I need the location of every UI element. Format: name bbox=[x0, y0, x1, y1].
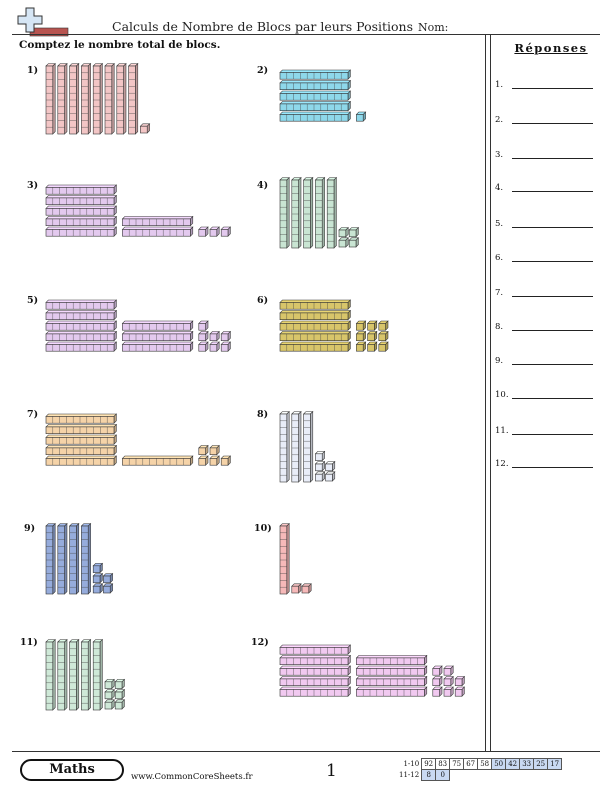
ten-rod bbox=[280, 645, 350, 654]
problem-2-blocks bbox=[280, 70, 366, 121]
ten-rod bbox=[356, 656, 426, 665]
site-url: www.CommonCoreSheets.fr bbox=[131, 772, 253, 782]
ten-rod bbox=[46, 524, 55, 594]
score-cell: 42 bbox=[506, 759, 520, 770]
unit-cube bbox=[210, 446, 219, 455]
score-cell: 17 bbox=[548, 759, 562, 770]
answer-number: 12. bbox=[495, 459, 509, 469]
ten-rod bbox=[280, 321, 350, 330]
ten-rod bbox=[356, 687, 426, 696]
ten-rod bbox=[46, 206, 116, 215]
unit-cube bbox=[210, 342, 219, 351]
problem-12-blocks bbox=[280, 645, 464, 696]
unit-cube bbox=[221, 332, 230, 341]
ten-rod bbox=[46, 217, 116, 226]
problem-label: 4) bbox=[257, 180, 269, 191]
ten-rod bbox=[70, 524, 79, 594]
ten-rod bbox=[280, 677, 350, 686]
ten-rod bbox=[117, 64, 126, 134]
answer-number: 8. bbox=[495, 322, 504, 332]
score-row-label: 1-10 bbox=[403, 760, 420, 768]
unit-cube bbox=[210, 227, 219, 236]
ten-rod bbox=[46, 196, 116, 205]
ten-rod bbox=[46, 185, 116, 194]
unit-cube bbox=[379, 332, 388, 341]
unit-cube bbox=[315, 462, 324, 471]
problem-label: 12) bbox=[251, 637, 269, 648]
answer-number: 6. bbox=[495, 253, 504, 263]
problem-11-blocks bbox=[46, 640, 124, 710]
ten-rod bbox=[327, 178, 336, 248]
ten-rod bbox=[122, 332, 192, 341]
unit-cube bbox=[433, 687, 442, 696]
ten-rod bbox=[58, 524, 67, 594]
unit-cube bbox=[199, 321, 208, 330]
unit-cube bbox=[221, 456, 230, 465]
ten-rod bbox=[46, 227, 116, 236]
ten-rod bbox=[46, 342, 116, 351]
problem-label: 1) bbox=[27, 65, 39, 76]
score-cell: 83 bbox=[436, 759, 450, 770]
answer-number: 4. bbox=[495, 183, 504, 193]
ten-rod bbox=[280, 91, 350, 100]
name-label: Nom: bbox=[418, 21, 449, 34]
score-cell: 8 bbox=[422, 770, 436, 781]
ten-rod bbox=[280, 112, 350, 121]
unit-cube bbox=[199, 332, 208, 341]
ten-rod bbox=[280, 524, 289, 594]
ten-rod bbox=[280, 666, 350, 675]
unit-cube bbox=[210, 332, 219, 341]
unit-cube bbox=[379, 321, 388, 330]
answer-number: 1. bbox=[495, 80, 504, 90]
ten-rod bbox=[70, 640, 79, 710]
problem-label: 9) bbox=[24, 523, 36, 534]
unit-cube bbox=[444, 677, 453, 686]
problem-label: 6) bbox=[257, 295, 269, 306]
unit-cube bbox=[356, 342, 365, 351]
ten-rod bbox=[292, 178, 301, 248]
footer-rule bbox=[12, 751, 600, 752]
unit-cube bbox=[115, 700, 124, 709]
ten-rod bbox=[280, 102, 350, 111]
problem-1-blocks bbox=[46, 64, 150, 134]
ten-rod bbox=[292, 412, 301, 482]
problem-label: 3) bbox=[27, 180, 39, 191]
ten-rod bbox=[93, 640, 102, 710]
ten-rod bbox=[122, 227, 192, 236]
ten-rod bbox=[280, 687, 350, 696]
unit-cube bbox=[302, 584, 311, 593]
unit-cube bbox=[103, 574, 112, 583]
ten-rod bbox=[280, 300, 350, 309]
unit-cube bbox=[199, 342, 208, 351]
ten-rod bbox=[81, 640, 90, 710]
unit-cube bbox=[368, 332, 377, 341]
ten-rod bbox=[46, 414, 116, 423]
ten-rod bbox=[280, 81, 350, 90]
ten-rod bbox=[280, 332, 350, 341]
answer-number: 10. bbox=[495, 390, 509, 400]
ten-rod bbox=[46, 64, 55, 134]
unit-cube bbox=[221, 342, 230, 351]
unit-cube bbox=[103, 584, 112, 593]
ten-rod bbox=[46, 435, 116, 444]
worksheet-title: Calculs de Nombre de Blocs par leurs Positions bbox=[112, 19, 414, 34]
instruction-text: Comptez le nombre total de blocs. bbox=[19, 39, 221, 51]
answer-number: 3. bbox=[495, 150, 504, 160]
unit-cube bbox=[368, 321, 377, 330]
score-row-label: 11-12 bbox=[399, 771, 420, 779]
problem-label: 8) bbox=[257, 409, 269, 420]
ten-rod bbox=[46, 446, 116, 455]
problem-3-blocks bbox=[46, 185, 230, 236]
problem-8-blocks bbox=[280, 412, 335, 482]
answer-number: 7. bbox=[495, 288, 504, 298]
score-cell: 0 bbox=[436, 770, 450, 781]
unit-cube bbox=[93, 584, 102, 593]
score-cell: 58 bbox=[478, 759, 492, 770]
problem-7-blocks bbox=[46, 414, 230, 465]
ten-rod bbox=[280, 70, 350, 79]
unit-cube bbox=[433, 666, 442, 675]
score-cell: 67 bbox=[464, 759, 478, 770]
unit-cube bbox=[199, 456, 208, 465]
ten-rod bbox=[81, 524, 90, 594]
unit-cube bbox=[199, 227, 208, 236]
unit-cube bbox=[379, 342, 388, 351]
unit-cube bbox=[199, 446, 208, 455]
ten-rod bbox=[356, 677, 426, 686]
unit-cube bbox=[105, 700, 114, 709]
unit-cube bbox=[349, 228, 358, 237]
problem-10-blocks bbox=[280, 524, 311, 594]
problem-label: 5) bbox=[27, 295, 39, 306]
unit-cube bbox=[210, 456, 219, 465]
unit-cube bbox=[339, 228, 348, 237]
ten-rod bbox=[304, 178, 313, 248]
unit-cube bbox=[326, 462, 335, 471]
ten-rod bbox=[93, 64, 102, 134]
problem-label: 11) bbox=[20, 637, 38, 648]
score-cell: 92 bbox=[422, 759, 436, 770]
unit-cube bbox=[444, 666, 453, 675]
problem-6-blocks bbox=[280, 300, 388, 351]
ten-rod bbox=[280, 656, 350, 665]
problem-label: 2) bbox=[257, 65, 269, 76]
ten-rod bbox=[315, 178, 324, 248]
problem-5-blocks bbox=[46, 300, 230, 351]
ten-rod bbox=[58, 64, 67, 134]
ten-rod bbox=[46, 640, 55, 710]
ten-rod bbox=[122, 217, 192, 226]
ten-rod bbox=[280, 342, 350, 351]
unit-cube bbox=[326, 472, 335, 481]
subject-badge: Maths bbox=[20, 759, 124, 781]
unit-cube bbox=[93, 563, 102, 572]
score-cell: 50 bbox=[492, 759, 506, 770]
problem-4-blocks bbox=[280, 178, 358, 248]
problem-9-blocks bbox=[46, 524, 113, 594]
unit-cube bbox=[315, 451, 324, 460]
ten-rod bbox=[280, 178, 289, 248]
answer-number: 2. bbox=[495, 115, 504, 125]
ten-rod bbox=[304, 412, 313, 482]
unit-cube bbox=[140, 124, 149, 133]
unit-cube bbox=[356, 332, 365, 341]
ten-rod bbox=[122, 321, 192, 330]
ten-rod bbox=[105, 64, 114, 134]
ten-rod bbox=[356, 666, 426, 675]
unit-cube bbox=[349, 238, 358, 247]
unit-cube bbox=[356, 112, 365, 121]
ten-rod bbox=[46, 456, 116, 465]
unit-cube bbox=[105, 679, 114, 688]
unit-cube bbox=[444, 687, 453, 696]
ten-rod bbox=[46, 332, 116, 341]
unit-cube bbox=[115, 690, 124, 699]
score-cell: 75 bbox=[450, 759, 464, 770]
score-table bbox=[397, 758, 562, 781]
ten-rod bbox=[58, 640, 67, 710]
answer-number: 9. bbox=[495, 356, 504, 366]
unit-cube bbox=[221, 227, 230, 236]
unit-cube bbox=[368, 342, 377, 351]
unit-cube bbox=[115, 679, 124, 688]
unit-cube bbox=[93, 574, 102, 583]
unit-cube bbox=[105, 690, 114, 699]
ten-rod bbox=[81, 64, 90, 134]
score-cell: 25 bbox=[534, 759, 548, 770]
unit-cube bbox=[455, 687, 464, 696]
unit-cube bbox=[455, 677, 464, 686]
problem-label: 7) bbox=[27, 409, 39, 420]
ten-rod bbox=[46, 321, 116, 330]
ten-rod bbox=[280, 412, 289, 482]
answers-title: Réponses bbox=[514, 41, 588, 55]
ten-rod bbox=[122, 342, 192, 351]
ten-rod bbox=[46, 425, 116, 434]
ten-rod bbox=[46, 300, 116, 309]
page-number: 1 bbox=[326, 761, 337, 781]
ten-rod bbox=[70, 64, 79, 134]
unit-cube bbox=[315, 472, 324, 481]
unit-cube bbox=[292, 584, 301, 593]
score-cell: 33 bbox=[520, 759, 534, 770]
ten-rod bbox=[129, 64, 138, 134]
problem-label: 10) bbox=[254, 523, 272, 534]
ten-rod bbox=[280, 311, 350, 320]
ten-rod bbox=[46, 311, 116, 320]
unit-cube bbox=[433, 677, 442, 686]
answer-number: 5. bbox=[495, 219, 504, 229]
answer-number: 11. bbox=[495, 426, 509, 436]
ten-rod bbox=[122, 456, 192, 465]
unit-cube bbox=[356, 321, 365, 330]
unit-cube bbox=[339, 238, 348, 247]
